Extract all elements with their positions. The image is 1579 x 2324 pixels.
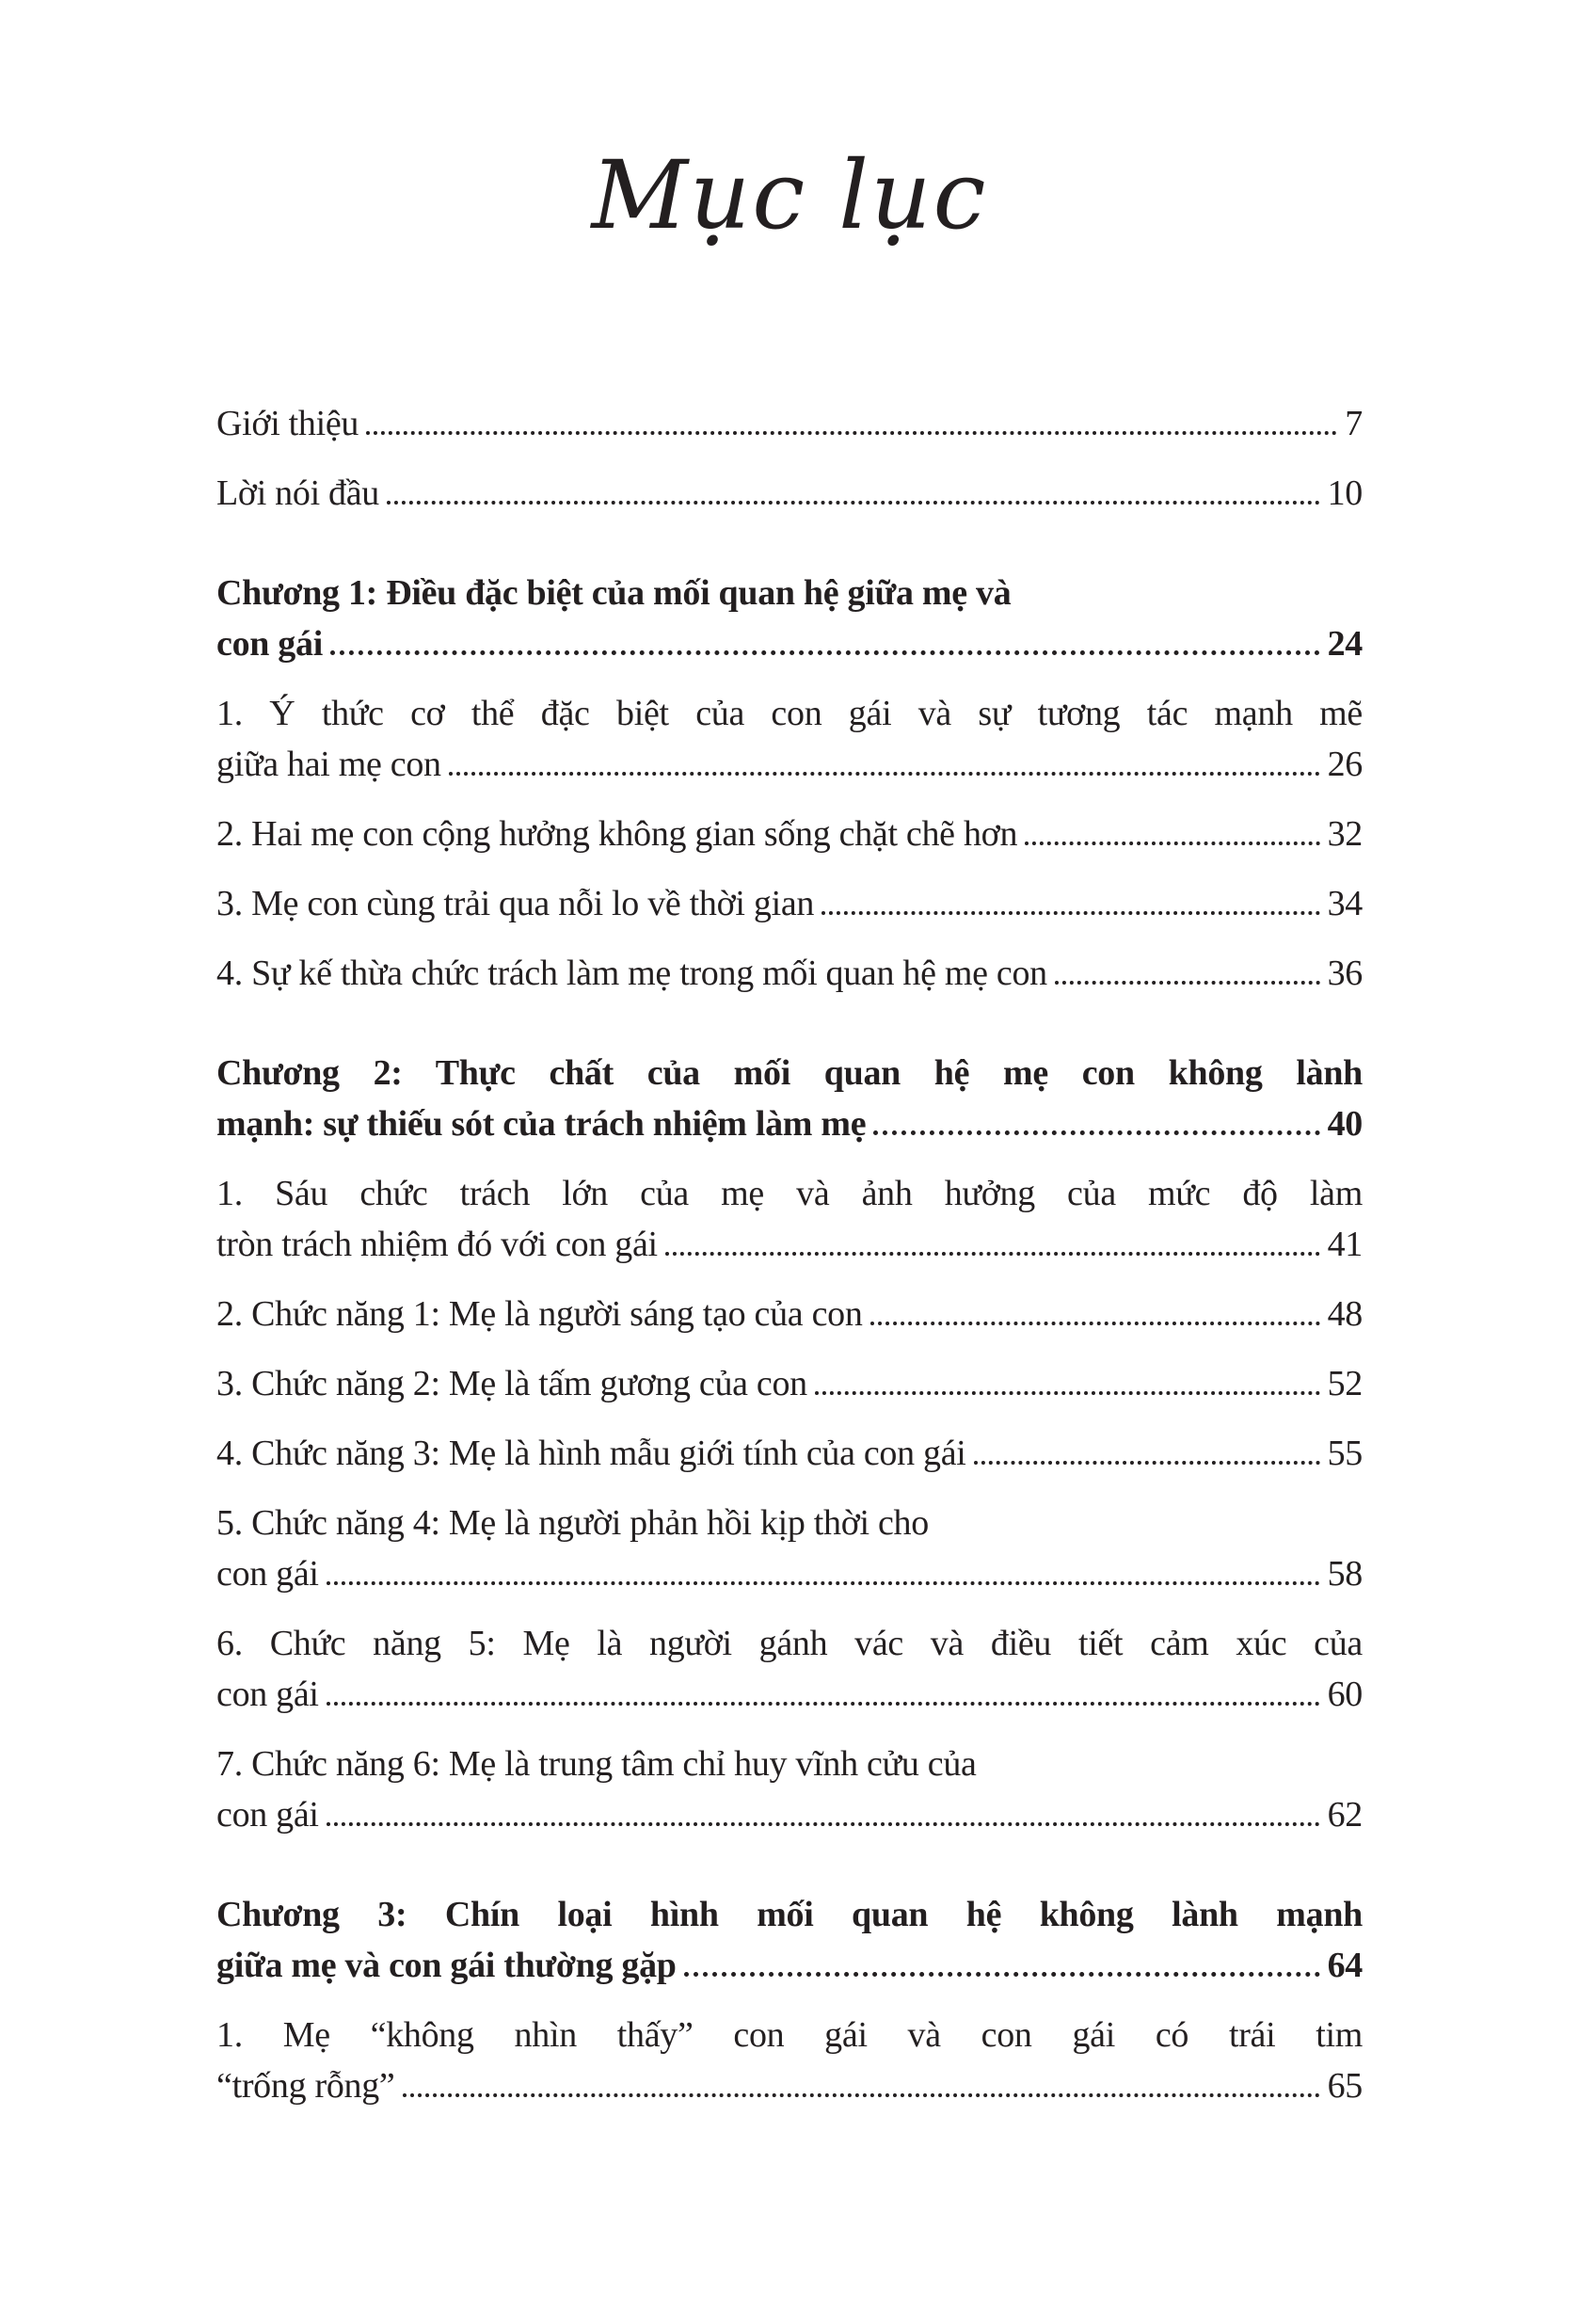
- toc-item-entry: [216, 1428, 1363, 1479]
- page-title: Mục lục: [591, 140, 988, 250]
- toc-entry-lastline: [216, 739, 1363, 790]
- toc-entry-lastline: [216, 878, 1363, 929]
- toc-list: [216, 398, 1363, 2111]
- dot-leader: [684, 1972, 1320, 1977]
- toc-item-entry: [216, 809, 1363, 859]
- toc-entry-lastline: [216, 1289, 1363, 1339]
- page-number: 10: [1327, 473, 1363, 513]
- toc-item-entry: [216, 468, 1363, 519]
- toc-entry-lastline: [216, 468, 1363, 519]
- dot-leader: [403, 2093, 1320, 2097]
- dot-leader: [665, 1252, 1320, 1256]
- toc-chapter-entry: [216, 568, 1363, 669]
- page-number: 40: [1327, 1104, 1363, 1144]
- toc-item-entry: [216, 398, 1363, 449]
- toc-entry-text: 4. Chức năng 3: Mẹ là hình mẫu giới tính của con gái: [216, 1434, 966, 1473]
- toc-entry-lastline: [216, 1669, 1363, 1720]
- toc-entry-text: con gái: [216, 624, 323, 664]
- toc-item-entry: [216, 1618, 1363, 1720]
- toc-item-entry: [216, 878, 1363, 929]
- toc-entry-text: con gái: [216, 1795, 319, 1835]
- toc-item-entry: [216, 1498, 1363, 1599]
- toc-entry-lastline: [216, 948, 1363, 999]
- page-number: 7: [1345, 404, 1363, 443]
- toc-entry-lastline: [216, 618, 1363, 669]
- toc-entry-lastline: [216, 1789, 1363, 1840]
- toc-entry-line: 6. Chức năng 5: Mẹ là người gánh vác và điều tiết cảm xúc của: [216, 1624, 1363, 1663]
- page-number: 55: [1327, 1434, 1363, 1473]
- toc-entry-text: con gái: [216, 1554, 319, 1594]
- page-number: 32: [1327, 814, 1363, 854]
- dot-leader: [327, 1581, 1320, 1585]
- toc-item-entry: [216, 1739, 1363, 1840]
- toc-entry-text: Giới thiệu: [216, 404, 359, 443]
- page-number: 41: [1327, 1225, 1363, 1264]
- page-number: 62: [1327, 1795, 1363, 1835]
- page-number: 65: [1327, 2066, 1363, 2106]
- toc-entry-text: mạnh: sự thiếu sót của trách nhiệm làm mẹ: [216, 1104, 867, 1144]
- page-number: 26: [1327, 745, 1363, 784]
- page-number: 34: [1327, 884, 1363, 923]
- toc-entry-text: 3. Chức năng 2: Mẹ là tấm gương của con: [216, 1364, 807, 1403]
- page-number: 36: [1327, 954, 1363, 993]
- toc-entry-text: “trống rỗng”: [216, 2066, 395, 2106]
- toc-item-entry: [216, 2010, 1363, 2111]
- toc-chapter-entry: [216, 1048, 1363, 1149]
- toc-entry-lastline: [216, 2060, 1363, 2111]
- toc-entry-line: 1. Mẹ “không nhìn thấy” con gái và con gái có trái tim: [216, 2015, 1363, 2055]
- toc-entry-text: 4. Sự kế thừa chức trách làm mẹ trong mối quan hệ mẹ con: [216, 954, 1047, 993]
- toc-entry-lastline: [216, 1428, 1363, 1479]
- toc-item-entry: [216, 948, 1363, 999]
- dot-leader: [387, 501, 1320, 505]
- dot-leader: [821, 911, 1319, 915]
- dot-leader: [330, 650, 1320, 655]
- toc-item-entry: [216, 1358, 1363, 1409]
- toc-entry-text: 2. Hai mẹ con cộng hưởng không gian sống chặt chẽ hơn: [216, 814, 1018, 854]
- dot-leader: [873, 1130, 1319, 1135]
- toc-entry-lastline: [216, 1098, 1363, 1149]
- page-number: 60: [1327, 1675, 1363, 1714]
- dot-leader: [1025, 841, 1319, 845]
- page-number: 48: [1327, 1294, 1363, 1334]
- toc-entry-text: giữa mẹ và con gái thường gặp: [216, 1946, 677, 1985]
- toc-entry-lastline: [216, 1548, 1363, 1599]
- toc-entry-line: 1. Sáu chức trách lớn của mẹ và ảnh hưởng của mức độ làm: [216, 1174, 1363, 1213]
- dot-leader: [327, 1702, 1320, 1706]
- dot-leader: [974, 1461, 1320, 1465]
- toc-item-entry: [216, 688, 1363, 790]
- toc-item-entry: [216, 1168, 1363, 1270]
- toc-entry-text: 2. Chức năng 1: Mẹ là người sáng tạo của con: [216, 1294, 863, 1334]
- toc-entry-lastline: [216, 1219, 1363, 1270]
- toc-entry-lastline: [216, 398, 1363, 449]
- toc-entry-line: Chương 1: Điều đặc biệt của mối quan hệ giữa mẹ và: [216, 573, 1012, 613]
- toc-chapter-entry: [216, 1889, 1363, 1991]
- page-number: 24: [1327, 624, 1363, 664]
- toc-entry-text: con gái: [216, 1675, 319, 1714]
- toc-entry-lastline: [216, 1940, 1363, 1991]
- dot-leader: [327, 1822, 1320, 1826]
- dot-leader: [870, 1322, 1320, 1325]
- toc-item-entry: [216, 1289, 1363, 1339]
- toc-entry-line: 1. Ý thức cơ thể đặc biệt của con gái và sự tương tác mạnh mẽ: [216, 694, 1363, 733]
- toc-entry-text: giữa hai mẹ con: [216, 745, 441, 784]
- toc-entry-line: Chương 3: Chín loại hình mối quan hệ không lành mạnh: [216, 1895, 1363, 1934]
- toc-entry-line: Chương 2: Thực chất của mối quan hệ mẹ con không lành: [216, 1053, 1363, 1093]
- page-number: 58: [1327, 1554, 1363, 1594]
- page-number: 64: [1327, 1946, 1363, 1985]
- page-number: 52: [1327, 1364, 1363, 1403]
- dot-leader: [449, 772, 1320, 776]
- toc-entry-text: tròn trách nhiệm đó với con gái: [216, 1225, 658, 1264]
- toc-entry-lastline: [216, 809, 1363, 859]
- dot-leader: [1055, 981, 1320, 985]
- toc-entry-line: 7. Chức năng 6: Mẹ là trung tâm chỉ huy vĩnh cửu của: [216, 1744, 977, 1784]
- dot-leader: [366, 431, 1337, 435]
- toc-entry-text: 3. Mẹ con cùng trải qua nỗi lo về thời gian: [216, 884, 815, 923]
- toc-entry-text: Lời nói đầu: [216, 473, 379, 513]
- dot-leader: [815, 1391, 1320, 1395]
- toc-entry-line: 5. Chức năng 4: Mẹ là người phản hồi kịp thời cho: [216, 1503, 929, 1543]
- toc-entry-lastline: [216, 1358, 1363, 1409]
